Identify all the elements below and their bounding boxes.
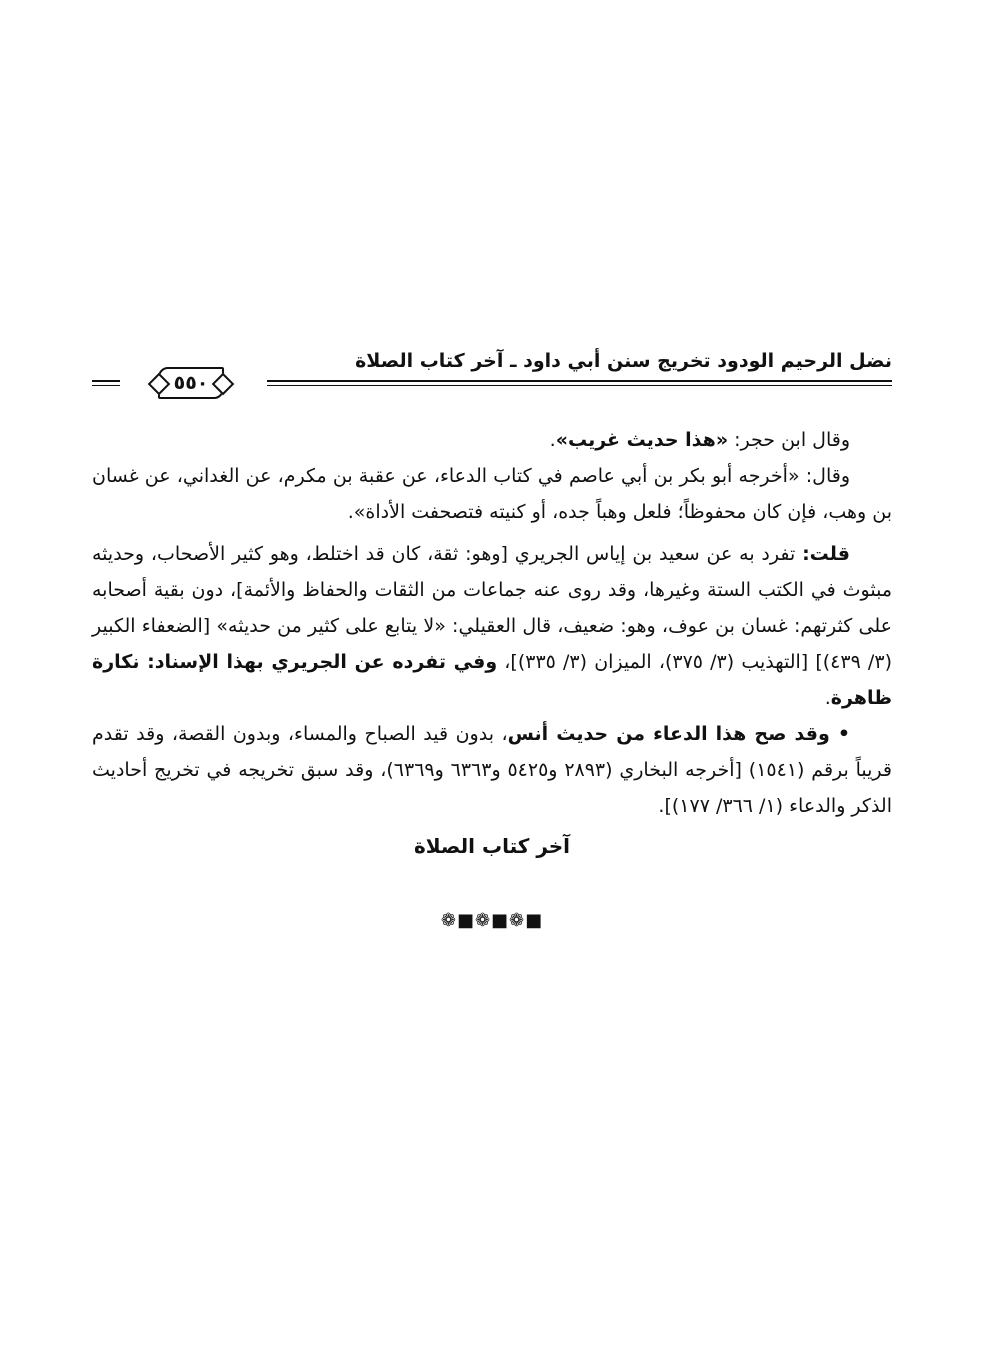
paragraph [92, 716, 892, 824]
text-run: تفرد به عن سعيد بن إياس الجريري [وهو: ثقة، كان قد اختلط، وهو كثير الأصحاب، وحديثه مبثوث في الكتب الستة وغيرها، وقد روى عنه جماعات من الثقات والحفاظ والأئمة]، دون بقية أصحابه على كثرتهم: غسان بن عوف، وهو: ضعيف، قال العقيلي: «لا يتابع على كثير من حديثه» [الضعفاء الكبير (٣/ ٤٣٩)] [التهذيب (٣/ ٣٧٥)، الميزان (٣/ ٣٣٥)]، [92, 543, 892, 673]
page-header [92, 340, 892, 402]
text-run: ، بدون قيد الصباح والمساء، وبدون القصة، وقد تقدم قريباً برقم (١٥٤١) [أخرجه البخاري (٢٨٩٣ و٥٤٢٥ و٦٣٦٣ و٦٣٦٩)، وقد سبق تخريجه في تخريج أحاديث الذكر والدعاء (١/ ٣٦٦/ ١٧٧)]. [92, 723, 893, 817]
text-run: . [824, 687, 831, 709]
section-closing-title: آخر كتاب الصلاة [413, 834, 571, 858]
text-run: وقال: «أخرجه أبو بكر بن أبي عاصم في كتاب الدعاء، عن عقبة بن مكرم، عن الغداني، عن غسان بن وهب، فإن كان محفوظاً؛ فلعل وهباً جده، أو كنيته فتصحفت الأداة». [92, 465, 892, 523]
header-rule-thin [267, 385, 892, 386]
header-rule-left-thin [92, 385, 120, 386]
running-title: نضل الرحيم الودود تخريج سنن أبي داود ـ آخر كتاب الصلاة [355, 350, 892, 372]
paragraph [92, 458, 892, 530]
bold-text-run: • وقد صح هذا الدعاء من حديث أنس [507, 723, 850, 745]
body-text [92, 422, 892, 824]
paragraph [92, 536, 892, 716]
text-run: وقال ابن حجر: [728, 429, 850, 451]
paragraph [92, 422, 892, 458]
bold-text-run: «هذا حديث غريب» [555, 429, 729, 451]
page-number: ٥٥٠ [158, 367, 224, 399]
bold-text-run: وفي تفرده عن الجريري بهذا الإسناد: نكارة ظاهرة [92, 651, 892, 709]
header-rule-left [92, 380, 120, 382]
document-page [92, 340, 892, 931]
page-number-frame [130, 365, 252, 399]
header-rule [267, 380, 892, 382]
bold-text-run: قلت: [802, 543, 850, 565]
floral-divider-icon: ❁■❁■❁■ [440, 910, 544, 931]
text-run: . [549, 429, 556, 451]
